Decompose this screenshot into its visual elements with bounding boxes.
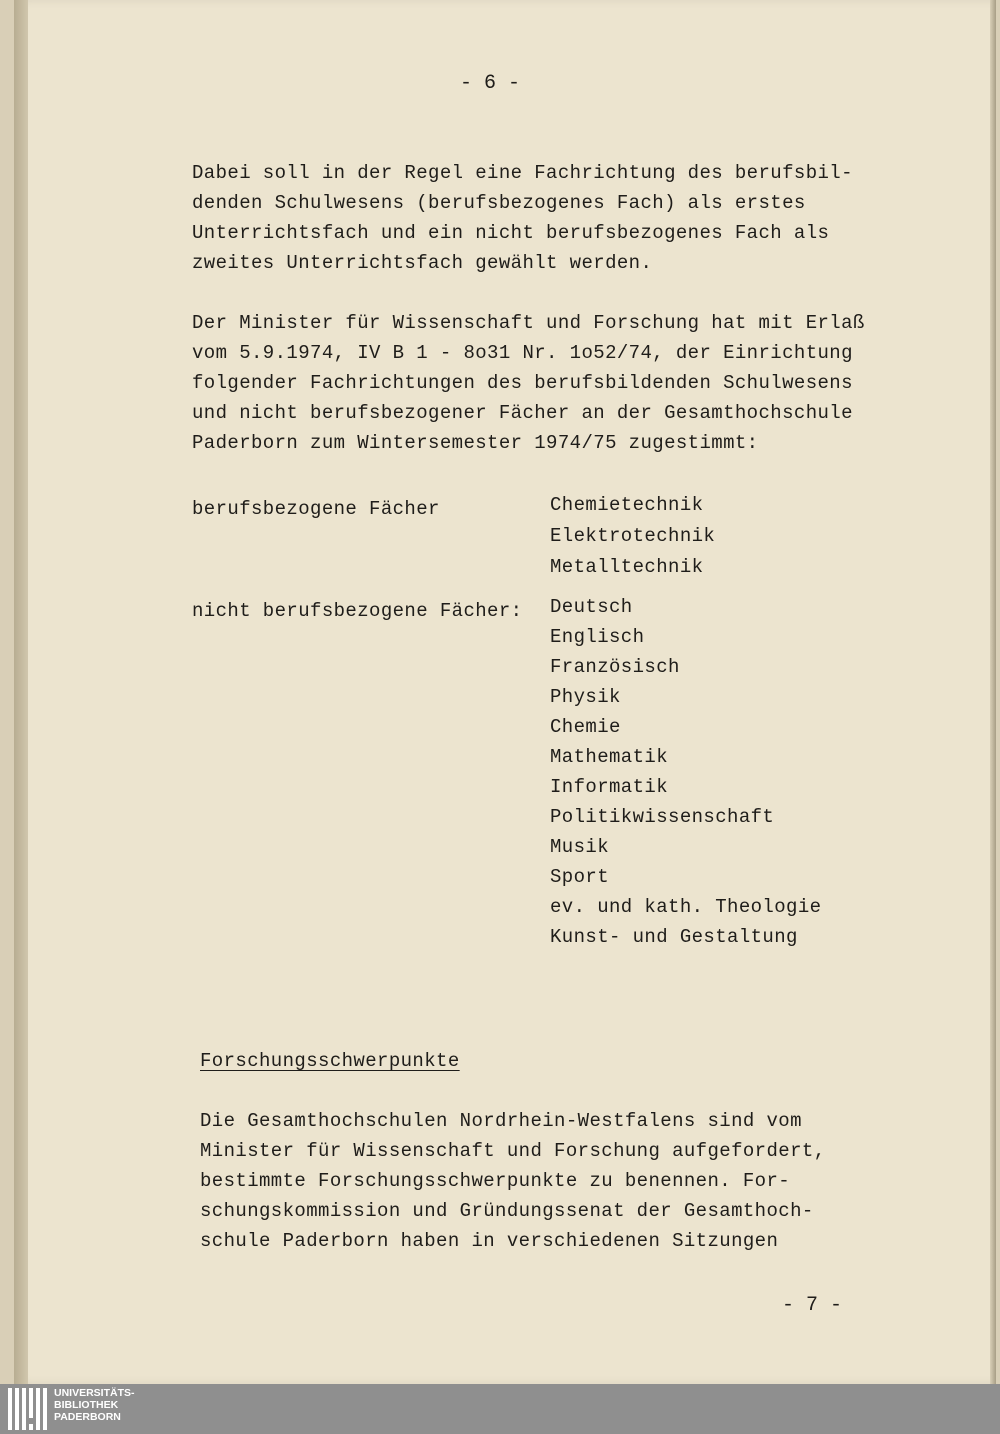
- paragraph3-line: schule Paderborn haben in verschiedenen Sitzungen: [200, 1230, 779, 1252]
- paragraph3-line: bestimmte Forschungsschwerpunkte zu benennen. For-: [200, 1170, 791, 1192]
- vocational-subject: Chemietechnik: [550, 494, 704, 516]
- general-subject: Musik: [550, 836, 610, 858]
- general-subject: Politikwissenschaft: [550, 806, 775, 828]
- page-number-bottom: - 7 -: [782, 1294, 843, 1317]
- general-subject: Sport: [550, 866, 610, 888]
- document-page: [14, 0, 996, 1384]
- general-subject: Kunst- und Gestaltung: [550, 926, 798, 948]
- general-subject: Mathematik: [550, 746, 669, 768]
- general-subject: Chemie: [550, 716, 621, 738]
- general-subjects-label: nicht berufsbezogene Fächer:: [192, 600, 523, 622]
- vocational-subject: Metalltechnik: [550, 556, 704, 578]
- paragraph2-line: Paderborn zum Wintersemester 1974/75 zugestimmt:: [192, 432, 759, 454]
- page-number-top: - 6 -: [460, 72, 521, 95]
- section-heading: Forschungsschwerpunkte: [200, 1050, 460, 1072]
- general-subject: Französisch: [550, 656, 680, 678]
- vocational-subject: Elektrotechnik: [550, 525, 716, 547]
- paragraph2-line: vom 5.9.1974, IV B 1 - 8o31 Nr. 1o52/74, der Einrichtung: [192, 342, 853, 364]
- general-subject: Englisch: [550, 626, 645, 648]
- general-subject: ev. und kath. Theologie: [550, 896, 822, 918]
- paragraph3-line: schungskommission und Gründungssenat der Gesamthoch-: [200, 1200, 814, 1222]
- library-name-line: UNIVERSITÄTS-: [54, 1387, 135, 1399]
- paragraph1-line: Dabei soll in der Regel eine Fachrichtung des berufsbil-: [192, 162, 853, 184]
- paragraph1-line: denden Schulwesens (berufsbezogenes Fach) als erstes: [192, 192, 806, 214]
- general-subject: Physik: [550, 686, 621, 708]
- library-name: [54, 1387, 135, 1423]
- paragraph2-line: folgender Fachrichtungen des berufsbildenden Schulwesens: [192, 372, 853, 394]
- general-subject: Informatik: [550, 776, 669, 798]
- library-logo-icon: [8, 1388, 48, 1430]
- book-gutter: [14, 0, 28, 1384]
- paragraph1-line: Unterrichtsfach und ein nicht berufsbezogenes Fach als: [192, 222, 830, 244]
- paragraph2-line: Der Minister für Wissenschaft und Forschung hat mit Erlaß: [192, 312, 865, 334]
- general-subject: Deutsch: [550, 596, 633, 618]
- library-name-line: PADERBORN: [54, 1411, 121, 1423]
- paragraph2-line: und nicht berufsbezogener Fächer an der Gesamthochschule: [192, 402, 853, 424]
- library-footer: [0, 1384, 1000, 1434]
- vocational-subjects-label: berufsbezogene Fächer: [192, 498, 440, 520]
- paragraph3-line: Die Gesamthochschulen Nordrhein-Westfalens sind vom: [200, 1110, 802, 1132]
- paragraph3-line: Minister für Wissenschaft und Forschung aufgefordert,: [200, 1140, 826, 1162]
- library-name-line: BIBLIOTHEK: [54, 1399, 119, 1411]
- paragraph1-line: zweites Unterrichtsfach gewählt werden.: [192, 252, 653, 274]
- page-edge: [990, 0, 996, 1384]
